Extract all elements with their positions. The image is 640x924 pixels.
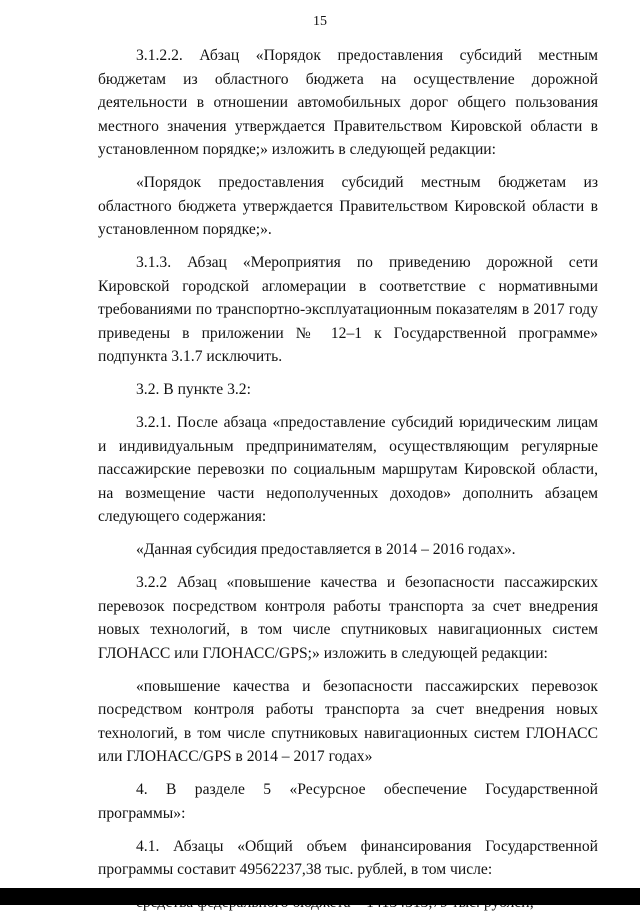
page-number: 15	[313, 14, 327, 29]
paragraph-new-wording-1: «Порядок предоставления субсидий местным бюджетам из областного бюджета утверждается Правительством Кировской области в установленном порядке;».	[98, 174, 598, 238]
paragraph-4-1: 4.1. Абзацы «Общий объем финансирования Государственной программы составит 49562237,38 тыс. рублей, в том числе:	[98, 837, 598, 878]
paragraph-new-wording-3: «повышение качества и безопасности пассажирских перевозок посредством контроля работы транспорта за счет внедрения новых технологий, в том числе спутниковых навигационных систем ГЛОНАСС или ГЛОНАСС/GPS в 2014 – 2017 годах»	[98, 677, 598, 765]
paragraph-4: 4. В разделе 5 «Ресурсное обеспечение Государственной программы»:	[98, 781, 598, 822]
scan-bottom-border	[0, 888, 640, 905]
paragraph-3-2-2: 3.2.2 Абзац «повышение качества и безопасности пассажирских перевозок посредством контроля работы транспорта за счет внедрения новых технологий, в том числе спутниковых навигационных систем ГЛОНАСС или ГЛОНАСС/GPS;» изложить в следующей редакции:	[98, 574, 598, 662]
paragraph-new-wording-2: «Данная субсидия предоставляется в 2014 – 2016 годах».	[136, 541, 516, 558]
paragraph-3-1-3: 3.1.3. Абзац «Мероприятия по приведению дорожной сети Кировской городской агломерации в соответствие с нормативными требованиями по транспортно-эксплуатационным показателям в 2017 году приведены в приложении № 12–1 к Государственной программе» подпункта 3.1.7 исключить.	[98, 254, 598, 365]
paragraph-3-2-1: 3.2.1. После абзаца «предоставление субсидий юридическим лицам и индивидуальным предпринимателям, осуществляющим регулярные пассажирские перевозки по социальным маршрутам Кировской области, на возмещение части недополученных доходов» дополнить абзацем следующего содержания:	[98, 414, 598, 525]
document-body	[98, 44, 598, 924]
paragraph-3-1-2-2: 3.1.2.2. Абзац «Порядок предоставления субсидий местным бюджетам из областного бюджета на осуществление дорожной деятельности в отношении автомобильных дорог общего пользования местного значения утверждается Правительством Кировской области в установленном порядке;» изложить в следующей редакции:	[98, 47, 598, 158]
paragraph-3-2: 3.2. В пункте 3.2:	[136, 381, 251, 398]
